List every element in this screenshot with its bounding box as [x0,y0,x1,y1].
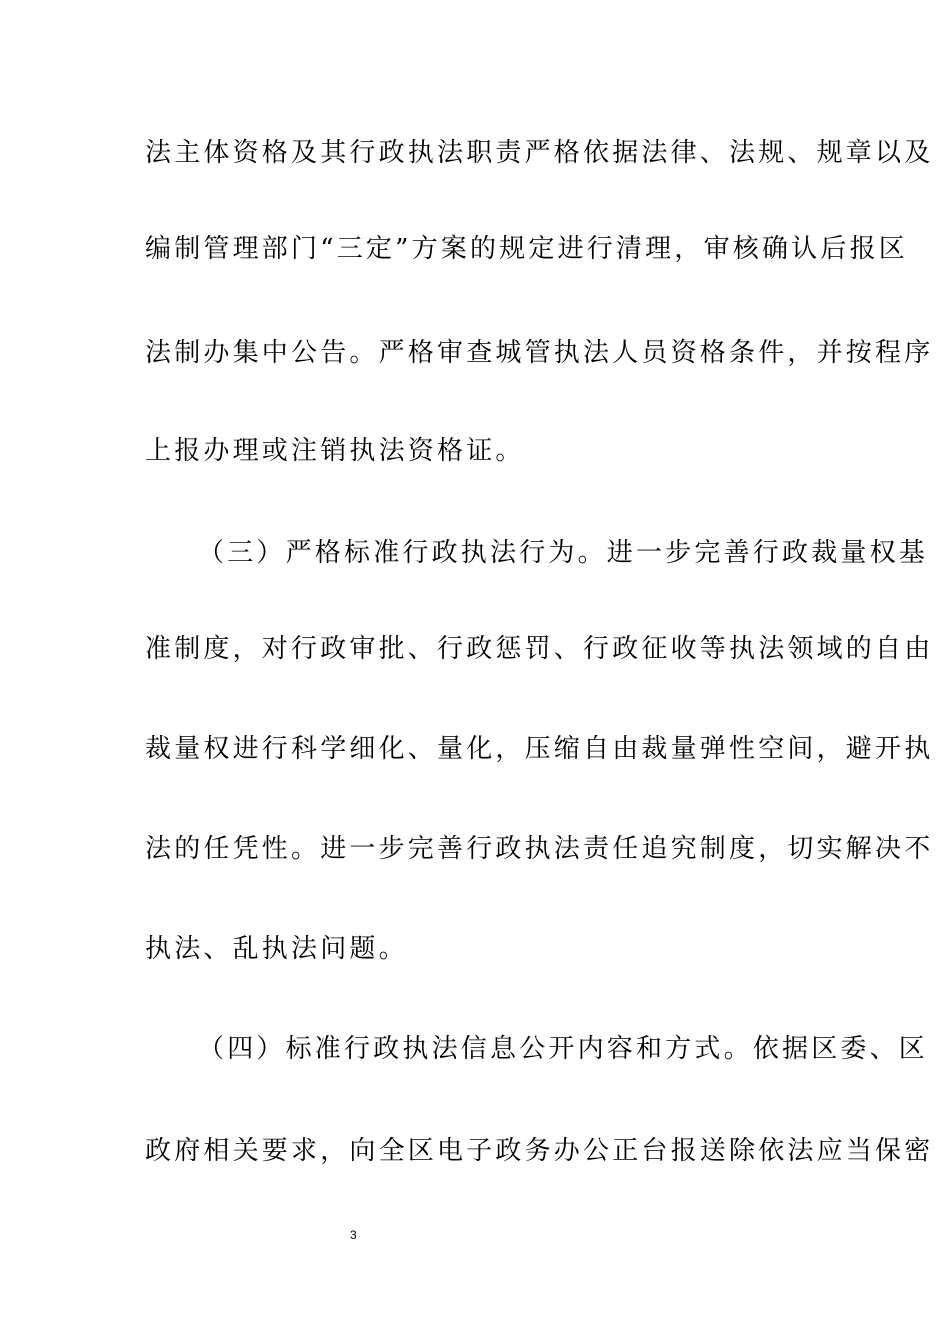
paragraph-start-line: （三）严格标准行政执法行为。进一步完善行政裁量权基 [198,538,929,568]
body-text-line: 法制办集中公告。严格审查城管执法人员资格条件，并按程序 [145,338,934,368]
body-text-line: 法主体资格及其行政执法职责严格依据法律、法规、规章以及 [145,138,934,168]
body-text-line: 执法、乱执法问题。 [145,934,408,964]
body-text-line: 法的任凭性。进一步完善行政执法责任追究制度，切实解决不 [145,834,934,864]
body-text-line: 政府相关要求，向全区电子政务办公正台报送除依法应当保密 [145,1136,934,1166]
body-text-line: 上报办理或注销执法资格证。 [145,436,525,466]
paragraph-start-line: （四）标准行政执法信息公开内容和方式。依据区委、区 [198,1034,929,1064]
body-text-line: 裁量权进行科学细化、量化，压缩自由裁量弹性空间，避开执 [145,734,934,764]
body-text-line: 编制管理部门“三定”方案的规定进行清理，审核确认后报区 [145,234,908,264]
page-number: 3 [350,1228,357,1242]
body-text-line: 准制度，对行政审批、行政惩罚、行政征收等执法领域的自由 [145,634,934,664]
